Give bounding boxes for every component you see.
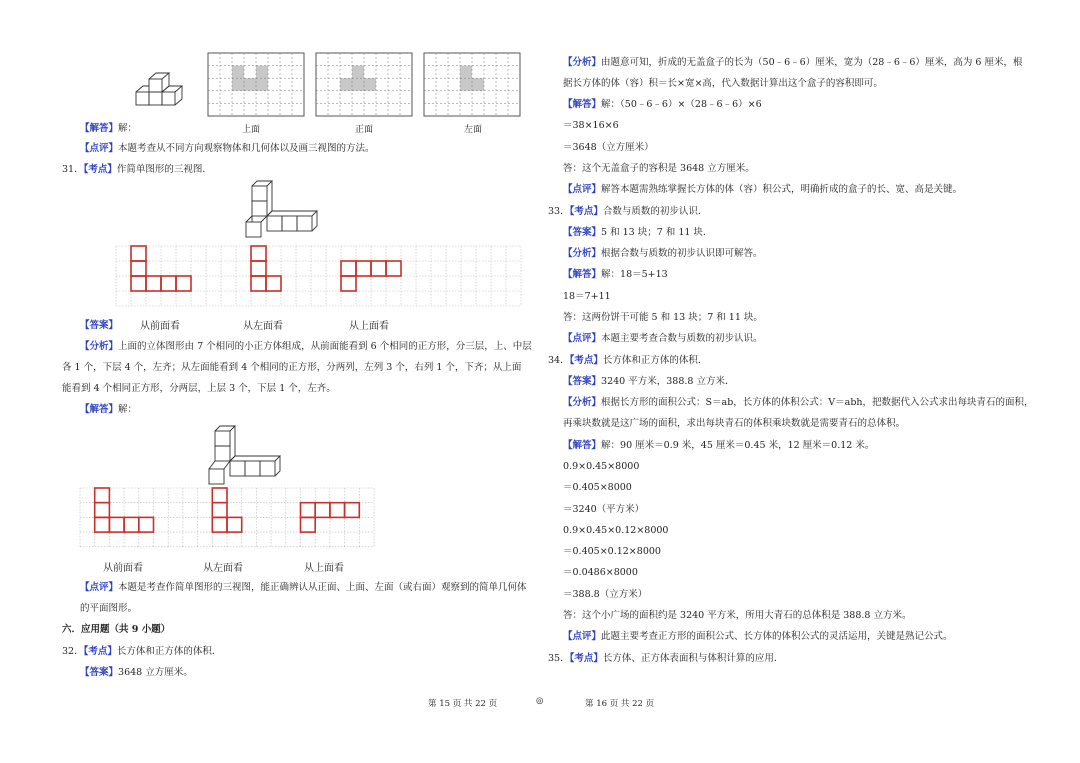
q32-solution: 【解答】解：（50﹣6﹣6）×（28﹣6﹣6）×6 — [563, 99, 762, 110]
q32-step-1: ＝38×16×6 — [563, 120, 619, 131]
q34-step-2: ＝0.405×8000 — [563, 482, 632, 493]
q31-sol-label-front: 从前面看 — [103, 563, 143, 574]
q32-answer: 【答案】3648 立方厘米。 — [80, 667, 193, 678]
q34-analysis-l2: 再乘块数就是这广场的面积，求出每块青石的体积乘块数就是需要青石的总体积。 — [563, 418, 906, 429]
q30-answer: 【解答】解： — [80, 123, 138, 134]
page-number-right: 第 16 页 共 22 页 — [585, 699, 655, 709]
section-title: 六．应用题（共 9 小题） — [62, 624, 171, 635]
q32-analysis-l1: 【分析】由题意可知，折成的无盖盒子的长为（50﹣6﹣6）厘米，宽为（28﹣6﹣6）厘米，高为 6 厘米，根 — [563, 57, 1023, 68]
footer-mark: ◎ — [536, 696, 544, 706]
q34-answer: 【答案】3240 平方米，388.8 立方米． — [563, 376, 735, 387]
q33-analysis: 【分析】根据合数与质数的初步认识即可解答。 — [563, 248, 763, 259]
q33-solution: 【解答】解：18＝5+13 — [563, 269, 668, 280]
q31-comment-l1: 【点评】本题是考查作简单图形的三视图，能正确辨认从正面、上面、左面（或右面）观察到的简单几何体 — [80, 582, 527, 593]
q31-solution-isometric — [203, 425, 283, 487]
q33-comment: 【点评】本题主要考查合数与质数的初步认识。 — [563, 333, 763, 344]
q32-analysis-l2: 据长方体的体（容）积＝长×宽×高，代入数据计算出这个盒子的容积即可。 — [563, 78, 883, 89]
q31-label-left: 从左面看 — [243, 321, 283, 332]
q34-heading: 34．【考点】长方体和正方体的体积． — [548, 355, 708, 366]
q32-step-3: 答：这个无盖盒子的容积是 3648 立方厘米。 — [563, 163, 755, 174]
q30-comment: 【点评】本题考查从不同方向观察物体和几何体以及画三视图的方法。 — [80, 143, 375, 154]
q34-step-8: 答：这个小广场的面积约是 3240 平方米，所用大青石的总体积是 388.8 立方米。 — [563, 610, 912, 621]
q31-analysis-l1: 【分析】上面的立体图形由 7 个相同的小正方体组成，从前面能看到 6 个相同的正方形，分三层，上、中层 — [80, 341, 532, 352]
q34-step-5: ＝0.405×0.12×8000 — [563, 546, 661, 557]
q34-step-4: 0.9×0.45×0.12×8000 — [563, 525, 669, 536]
q31-analysis-l2: 各 1 个，下层 4 个，左齐；从左面能看到 4 个相同的正方形，分两列，左列 3 个，右列 1 个，下齐；从上面 — [62, 362, 522, 373]
q33-heading: 33．【考点】合数与质数的初步认识． — [548, 206, 708, 217]
page-number-left: 第 15 页 共 22 页 — [428, 699, 498, 709]
q34-solution: 【解答】解：90 厘米＝0.9 米，45 厘米＝0.45 米，12 厘米＝0.12 米。 — [563, 440, 875, 451]
q31-comment-l2: 的平面图形。 — [80, 603, 138, 614]
q31-solution: 【解答】解： — [80, 404, 138, 415]
q31-heading: 31．【考点】作简单图形的三视图． — [62, 164, 212, 175]
q32-step-2: ＝3648（立方厘米） — [563, 142, 654, 153]
q32-heading: 32．【考点】长方体和正方体的体积． — [62, 646, 222, 657]
q30-isometric-figure — [130, 70, 200, 115]
view-label-front: 正面 — [355, 125, 374, 135]
q30-left-view-grid — [423, 52, 521, 118]
q34-comment: 【点评】此题主要考查正方形的面积公式、长方体的体积公式的灵活运用，关键是熟记公式。 — [563, 631, 953, 642]
q31-solution-view-grid — [80, 488, 374, 548]
q33-answer: 【答案】5 和 13 块；7 和 11 块． — [563, 227, 713, 238]
q30-top-view-grid — [207, 52, 305, 118]
q34-step-7: ＝388.8（立方米） — [563, 589, 648, 600]
q32-comment: 【点评】解答本题需熟练掌握长方体的体（容）积公式，明确折成的盒子的长、宽、高是关键。 — [563, 184, 963, 195]
view-label-left: 左面 — [464, 125, 483, 135]
q31-analysis-l3: 能看到 4 个相同正方形，分两层，上层 3 个，下层 1 个，左齐。 — [62, 383, 336, 394]
q31-sol-label-top: 从上面看 — [304, 563, 344, 574]
q31-sol-label-left: 从左面看 — [203, 563, 243, 574]
q33-step-2: 答：这两份饼干可能 5 和 13 块；7 和 11 块。 — [563, 312, 763, 323]
q34-analysis-l1: 【分析】根据长方形的面积公式：S＝ab，长方体的体积公式：V＝abh，把数据代入公式求出每块青石的面积， — [563, 397, 1034, 408]
view-label-top: 上面 — [242, 125, 261, 135]
q35-heading: 35．【考点】长方体、正方体表面积与体积计算的应用． — [548, 653, 784, 664]
q33-step-1: 18＝7+11 — [563, 291, 611, 302]
q34-step-3: ＝3240（平方米） — [563, 504, 645, 515]
q31-label-top: 从上面看 — [349, 321, 389, 332]
q31-isometric-figure — [240, 180, 320, 240]
q34-step-6: ＝0.0486×8000 — [563, 567, 638, 578]
q31-view-grid — [116, 246, 526, 306]
q31-answer-tag: 【答案】 — [80, 320, 119, 331]
q30-front-view-grid — [315, 52, 413, 118]
q34-step-1: 0.9×0.45×8000 — [563, 461, 640, 472]
q31-label-front: 从前面看 — [140, 321, 180, 332]
